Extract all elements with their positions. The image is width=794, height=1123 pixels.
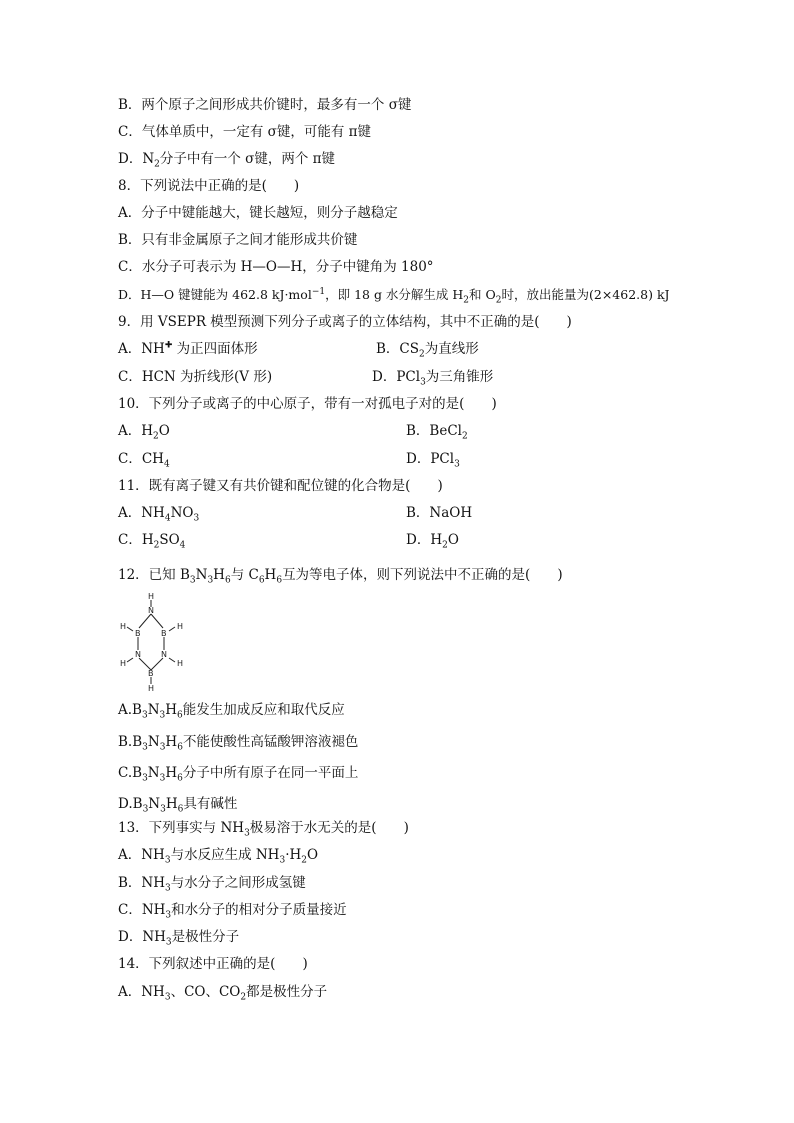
q9-option-a: A．NH✚ 为正四面体形: [118, 340, 258, 357]
q14-option-a: A．$NH_3$、CO、$CO_2$都是极性分子: [118, 984, 328, 1003]
atom-h-top: H: [148, 592, 155, 601]
q11-option-a: A．$NH_4NO_3$: [118, 505, 200, 524]
q10-stem: 10．下列分子或离子的中心原子，带有一对孤电子对的是( ): [118, 396, 497, 412]
atom-n-lower-right: N: [161, 650, 167, 659]
atom-h-lower-left: H: [120, 659, 127, 668]
q9-option-b: B．$CS_2$为直线形: [376, 341, 479, 360]
q9-option-c: C．HCN 为折线形(V 形): [118, 369, 273, 385]
borazine-structure-diagram: [116, 592, 192, 692]
q10-option-b: B．BeCl$_2$: [406, 423, 468, 442]
q12-stem: 12．已知 $B_3N_3H_6$与 $C_6H_6$互为等电子体，则下列说法中不正确的是( ): [118, 567, 563, 586]
q14-stem: 14．下列叙述中正确的是( ): [118, 956, 308, 972]
q11-stem: 11．既有离子键又有共价键和配位键的化合物是( ): [118, 478, 443, 494]
atom-h-upper-left: H: [120, 622, 127, 631]
q13-option-a: A．$NH_3$与水反应生成 $NH_3\cdot H_2O$: [118, 847, 319, 866]
q7-option-d: D．$N_2$分子中有一个 σ键，两个 π键: [118, 151, 336, 170]
q13-stem: 13．下列事实与 $NH_3$极易溶于水无关的是( ): [118, 820, 409, 839]
atom-b-upper-left: B: [135, 629, 141, 638]
atom-n-lower-left: N: [135, 650, 141, 659]
atom-h-upper-right: H: [177, 622, 184, 631]
q12-option-a: $A.B_3N_3H_6$能发生加成反应和取代反应: [118, 702, 345, 721]
q8-stem: 8．下列说法中正确的是( ): [118, 178, 300, 194]
q10-option-a: A．$H_2O$: [118, 423, 170, 442]
q13-option-b: B．$NH_3$与水分子之间形成氢键: [118, 875, 306, 894]
q8-option-c: C．水分子可表示为 H—O—H，分子中键角为 180°: [118, 259, 434, 275]
q7-option-c: C．气体单质中，一定有 σ键，可能有 π键: [118, 124, 371, 140]
q11-option-d: D．$H_2O$: [406, 532, 459, 551]
q11-option-c: C．$H_2SO_4$: [118, 532, 186, 551]
atom-h-bottom: H: [148, 684, 155, 692]
ion-charge-icon: ✚: [164, 340, 173, 351]
q8-option-d: D．H—O 键键能为 462.8 kJ·mol$^{-1}$，即 18 g 水分解生成 $H_2$和 $O_2$时，放出能量为(2×462.8) kJ: [118, 286, 670, 306]
q13-option-d: D．$NH_3$是极性分子: [118, 929, 240, 948]
q9-option-d: D．PCl$_3$为三角锥形: [372, 369, 494, 388]
q9-stem: 9．用 VSEPR 模型预测下列分子或离子的立体结构，其中不正确的是( ): [118, 314, 572, 330]
atom-b-bottom: B: [148, 669, 154, 678]
q11-option-b: B．NaOH: [406, 505, 473, 521]
q8-option-a: A．分子中键能越大，键长越短，则分子越稳定: [118, 205, 398, 221]
q12-option-c: $C.B_3N_3H_6$分子中所有原子在同一平面上: [118, 765, 359, 784]
atom-h-lower-right: H: [177, 659, 184, 668]
q12-option-d: $D.B_3N_3H_6$具有碱性: [118, 796, 238, 815]
atom-n-top: N: [148, 606, 154, 615]
atom-b-upper-right: B: [161, 629, 167, 638]
q13-option-c: C．$NH_3$和水分子的相对分子质量接近: [118, 902, 347, 921]
q12-option-b: $B.B_3N_3H_6$不能使酸性高锰酸钾溶液褪色: [118, 734, 359, 753]
q10-option-d: D．PCl$_3$: [406, 451, 460, 470]
q7-option-b: B．两个原子之间形成共价键时，最多有一个 σ键: [118, 97, 412, 113]
q10-option-c: C．$CH_4$: [118, 451, 170, 470]
q8-option-b: B．只有非金属原子之间才能形成共价键: [118, 232, 358, 248]
